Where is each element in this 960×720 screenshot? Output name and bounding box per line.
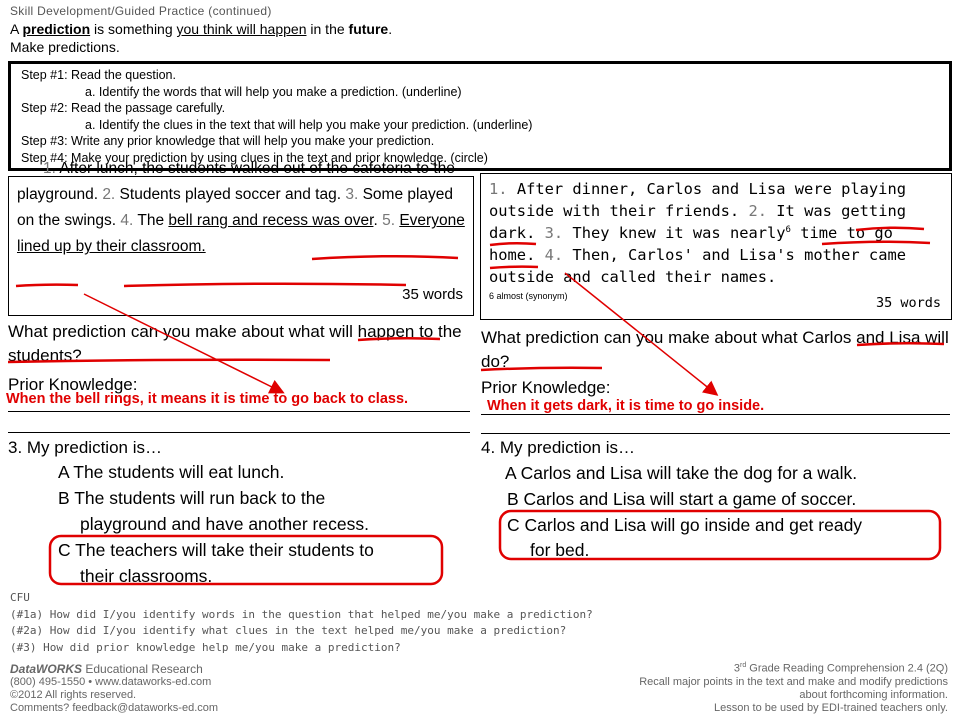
- cfu-line-2: (#2a) How did I/you identify what clues in the text helped me/you make a prediction?: [10, 624, 567, 637]
- right-prior-answer: When it gets dark, it is time to go inside.: [487, 398, 765, 414]
- left-arrow: [84, 294, 282, 392]
- right-q-underline-carlos: [857, 343, 944, 345]
- footer-standard-2: about forthcoming information.: [799, 689, 948, 702]
- left-prediction-label: 3. My prediction is…: [8, 438, 162, 457]
- left-choice-b[interactable]: B The students will run back to the: [58, 488, 326, 508]
- right-prediction-label: 4. My prediction is…: [481, 438, 635, 457]
- right-q-underline-lisa: [481, 368, 602, 370]
- right-question: What prediction can you make about what Carlos and Lisa will do?: [481, 328, 949, 371]
- right-choice-c[interactable]: C Carlos and Lisa will go inside and get ready: [507, 515, 863, 535]
- right-choice-c-circle: [500, 511, 940, 559]
- footer-lesson-note: Lesson to be used by EDI-trained teachers only.: [714, 702, 948, 715]
- footer-phone-web: (800) 495-1550 • www.dataworks-ed.com: [10, 676, 212, 689]
- left-underline-was-over: [16, 285, 78, 286]
- footer-left: DataWORKS Educational Research (800) 495-1550 • www.dataworks-ed.com ©2012 All rights reserved. Comments? feedback@dataworks-ed.com: [10, 662, 219, 715]
- left-word-count: 35 words: [402, 285, 463, 303]
- left-passage: 1. After lunch, the students walked out of the cafeteria to the playground. 2. Students played soccer and tag. 3. Some played on the swings. 4. The bell rang and recess was over. 5. Everyone lined up by their classroom. 35 words: [8, 176, 474, 316]
- step-3: Step #3: Write any prior knowledge that will help you make your prediction.: [21, 134, 435, 148]
- left-underline-lined-up: [124, 284, 406, 286]
- right-arrow: [565, 273, 716, 394]
- right-passage-text: 1. After dinner, Carlos and Lisa were playing outside with their friends. 2. It was getting dark. 3. They knew it was nearly$^6$ time to go home. 4. Then, Carlos' and Lisa's mother came outside and called their names.: [489, 180, 906, 287]
- left-choice-b-cont: playground and have another recess.: [80, 514, 369, 534]
- right-underline-time-to-go: [822, 242, 930, 244]
- step-2a: a. Identify the clues in the text that will help you make your prediction. (underline): [85, 117, 533, 132]
- right-underline-home: [490, 267, 538, 268]
- right-choice-a[interactable]: A Carlos and Lisa will take the dog for a walk.: [505, 463, 858, 483]
- left-q-underline-what-will: [358, 338, 440, 340]
- brand-logo: DataWORKS: [10, 662, 83, 676]
- instruction-text: Make predictions.: [10, 39, 120, 55]
- section-title: Skill Development/Guided Practice (continued): [10, 4, 272, 18]
- left-prior-answer: When the bell rings, it means it is time to go back to class.: [6, 391, 409, 407]
- left-choice-c-circle: [50, 536, 442, 584]
- right-prior-label: Prior Knowledge:: [481, 378, 611, 397]
- left-choice-a[interactable]: A The students will eat lunch.: [58, 462, 285, 482]
- footer-comments: Comments? feedback@dataworks-ed.com: [10, 702, 219, 715]
- right-choice-b[interactable]: B Carlos and Lisa will start a game of soccer.: [507, 489, 857, 509]
- step-2: Step #2: Read the passage carefully.: [21, 101, 226, 115]
- step-1: Step #1: Read the question.: [21, 68, 176, 82]
- cfu-title: CFU: [10, 591, 30, 604]
- left-prior-label: Prior Knowledge:: [8, 375, 138, 394]
- prediction-definition: A prediction is something you think will happen in the future.: [10, 21, 393, 37]
- cfu-line-3: (#3) How did prior knowledge help me/you make a prediction?: [10, 640, 401, 654]
- footer-standard-1: Recall major points in the text and make and modify predictions: [639, 675, 948, 688]
- right-underline-getting: [856, 228, 924, 230]
- step-4: Step #4: Make your prediction by using clues in the text and prior knowledge. (circle): [21, 150, 488, 165]
- left-underline-bell: [312, 256, 458, 259]
- left-q-underline-happen: [8, 360, 330, 362]
- right-underline-dark: [490, 243, 536, 245]
- left-choice-c-cont: their classrooms.: [80, 566, 213, 586]
- footer-grade: 3rd Grade Reading Comprehension 2.4 (2Q): [733, 662, 948, 675]
- left-choice-c[interactable]: C The teachers will take their students to: [58, 540, 374, 560]
- left-question: What prediction can you make about what will happen to the students?: [8, 322, 462, 365]
- right-word-count: 35 words: [875, 294, 941, 311]
- step-1a: a. Identify the words that will help you make a prediction. (underline): [85, 84, 462, 99]
- footnote: 6 almost (synonym): [489, 291, 568, 302]
- right-choice-c-cont: for bed.: [530, 540, 590, 560]
- footer-copyright: ©2012 All rights reserved.: [10, 689, 137, 702]
- cfu-line-1: (#1a) How did I/you identify words in the question that helped me/you make a prediction?: [10, 607, 593, 621]
